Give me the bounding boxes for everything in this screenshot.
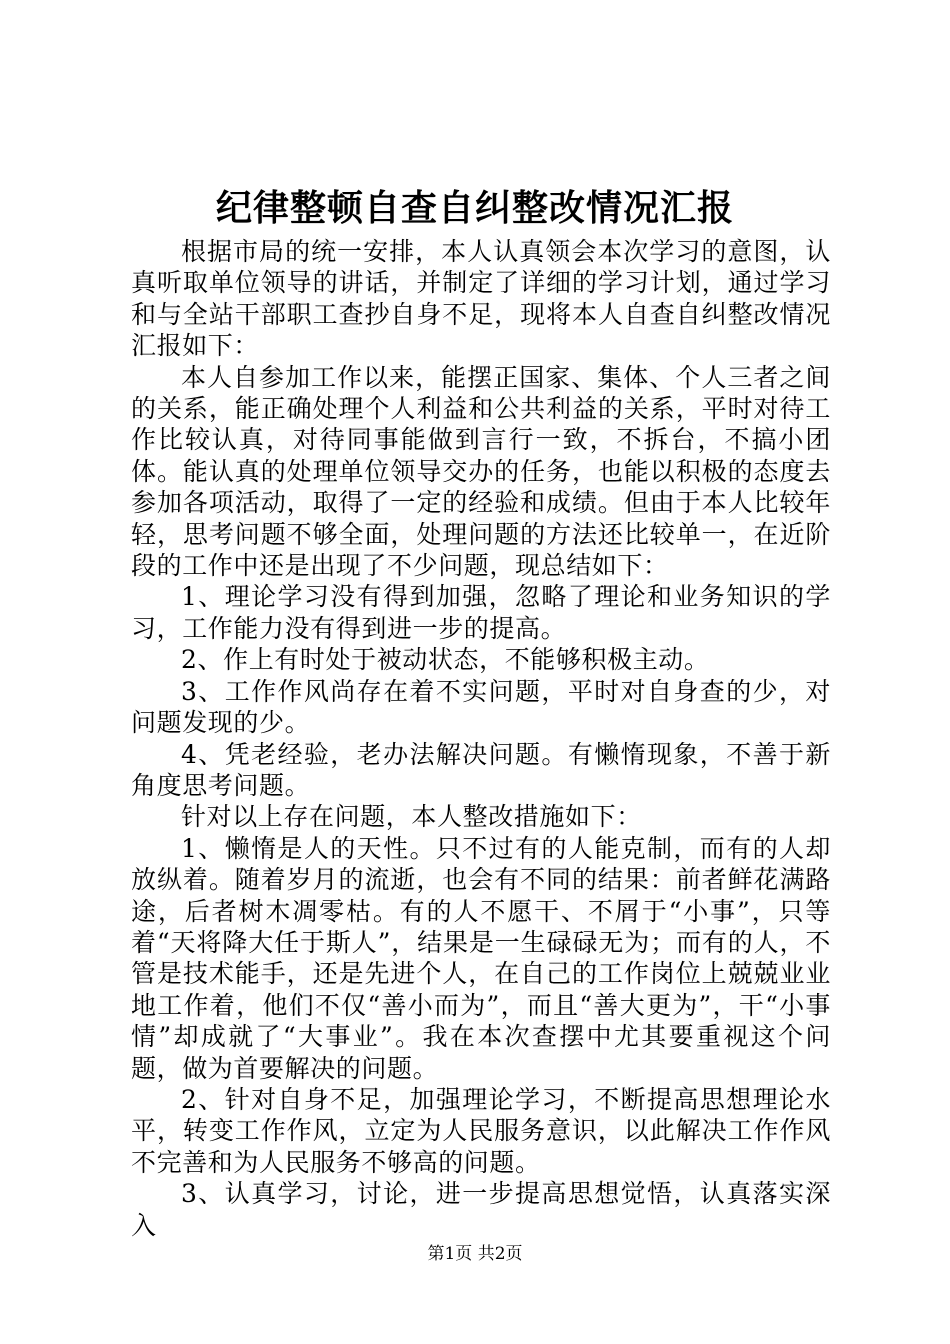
document-body xyxy=(131,236,831,1241)
paragraph-problem-4: 4、凭老经验，老办法解决问题。有懒惰现象，不善于新角度思考问题。 xyxy=(131,739,831,800)
page-footer: 第1页 共2页 xyxy=(427,1244,523,1264)
document-title: 纪律整顿自查自纠整改情况汇报 xyxy=(215,187,734,229)
paragraph-measure-1: 1、懒惰是人的天性。只不过有的人能克制，而有的人却放纵着。随着岁月的流逝，也会有不同的结果：前者鲜花满路途，后者树木凋零枯。有的人不愿干、不屑于“小事”，只等着“天将降大任于斯人”，结果是一生碌碌无为；而有的人，不管是技术能手，还是先进个人，在自己的工作岗位上兢兢业业地工作着，他们不仅“善小而为”，而且“善大更为”，干“小事情”却成就了“大事业”。我在本次查摆中尤其要重视这个问题，做为首要解决的问题。 xyxy=(131,833,831,1083)
paragraph-problem-2: 2、作上有时处于被动状态，不能够积极主动。 xyxy=(181,645,710,675)
paragraph-measure-2: 2、针对自身不足，加强理论学习，不断提高思想理论水平，转变工作作风，立定为人民服务意识，以此解决工作作风不完善和为人民服务不够高的问题。 xyxy=(131,1084,831,1177)
paragraph-self-review: 本人自参加工作以来，能摆正国家、集体、个人三者之间的关系，能正确处理个人利益和公共利益的关系，平时对待工作比较认真，对待同事能做到言行一致，不拆台，不搞小团体。能认真的处理单位领导交办的任务，也能以积极的态度去参加各项活动，取得了一定的经验和成绩。但由于本人比较年轻，思考问题不够全面，处理问题的方法还比较单一，在近阶段的工作中还是出现了不少问题，现总结如下： xyxy=(131,362,831,581)
paragraph-measure-3: 3、认真学习，讨论，进一步提高思想觉悟，认真落实深入 xyxy=(131,1179,831,1240)
paragraph-intro: 根据市局的统一安排，本人认真领会本次学习的意图，认真听取单位领导的讲话，并制定了详细的学习计划，通过学习和与全站干部职工查抄自身不足，现将本人自查自纠整改情况汇报如下： xyxy=(131,237,831,361)
paragraph-problem-1: 1、理论学习没有得到加强，忽略了理论和业务知识的学习，工作能力没有得到进一步的提高。 xyxy=(131,582,831,643)
paragraph-problem-3: 3、工作作风尚存在着不实问题，平时对自身查的少，对问题发现的少。 xyxy=(131,676,831,738)
paragraph-measures-intro: 针对以上存在问题，本人整改措施如下： xyxy=(181,802,642,832)
